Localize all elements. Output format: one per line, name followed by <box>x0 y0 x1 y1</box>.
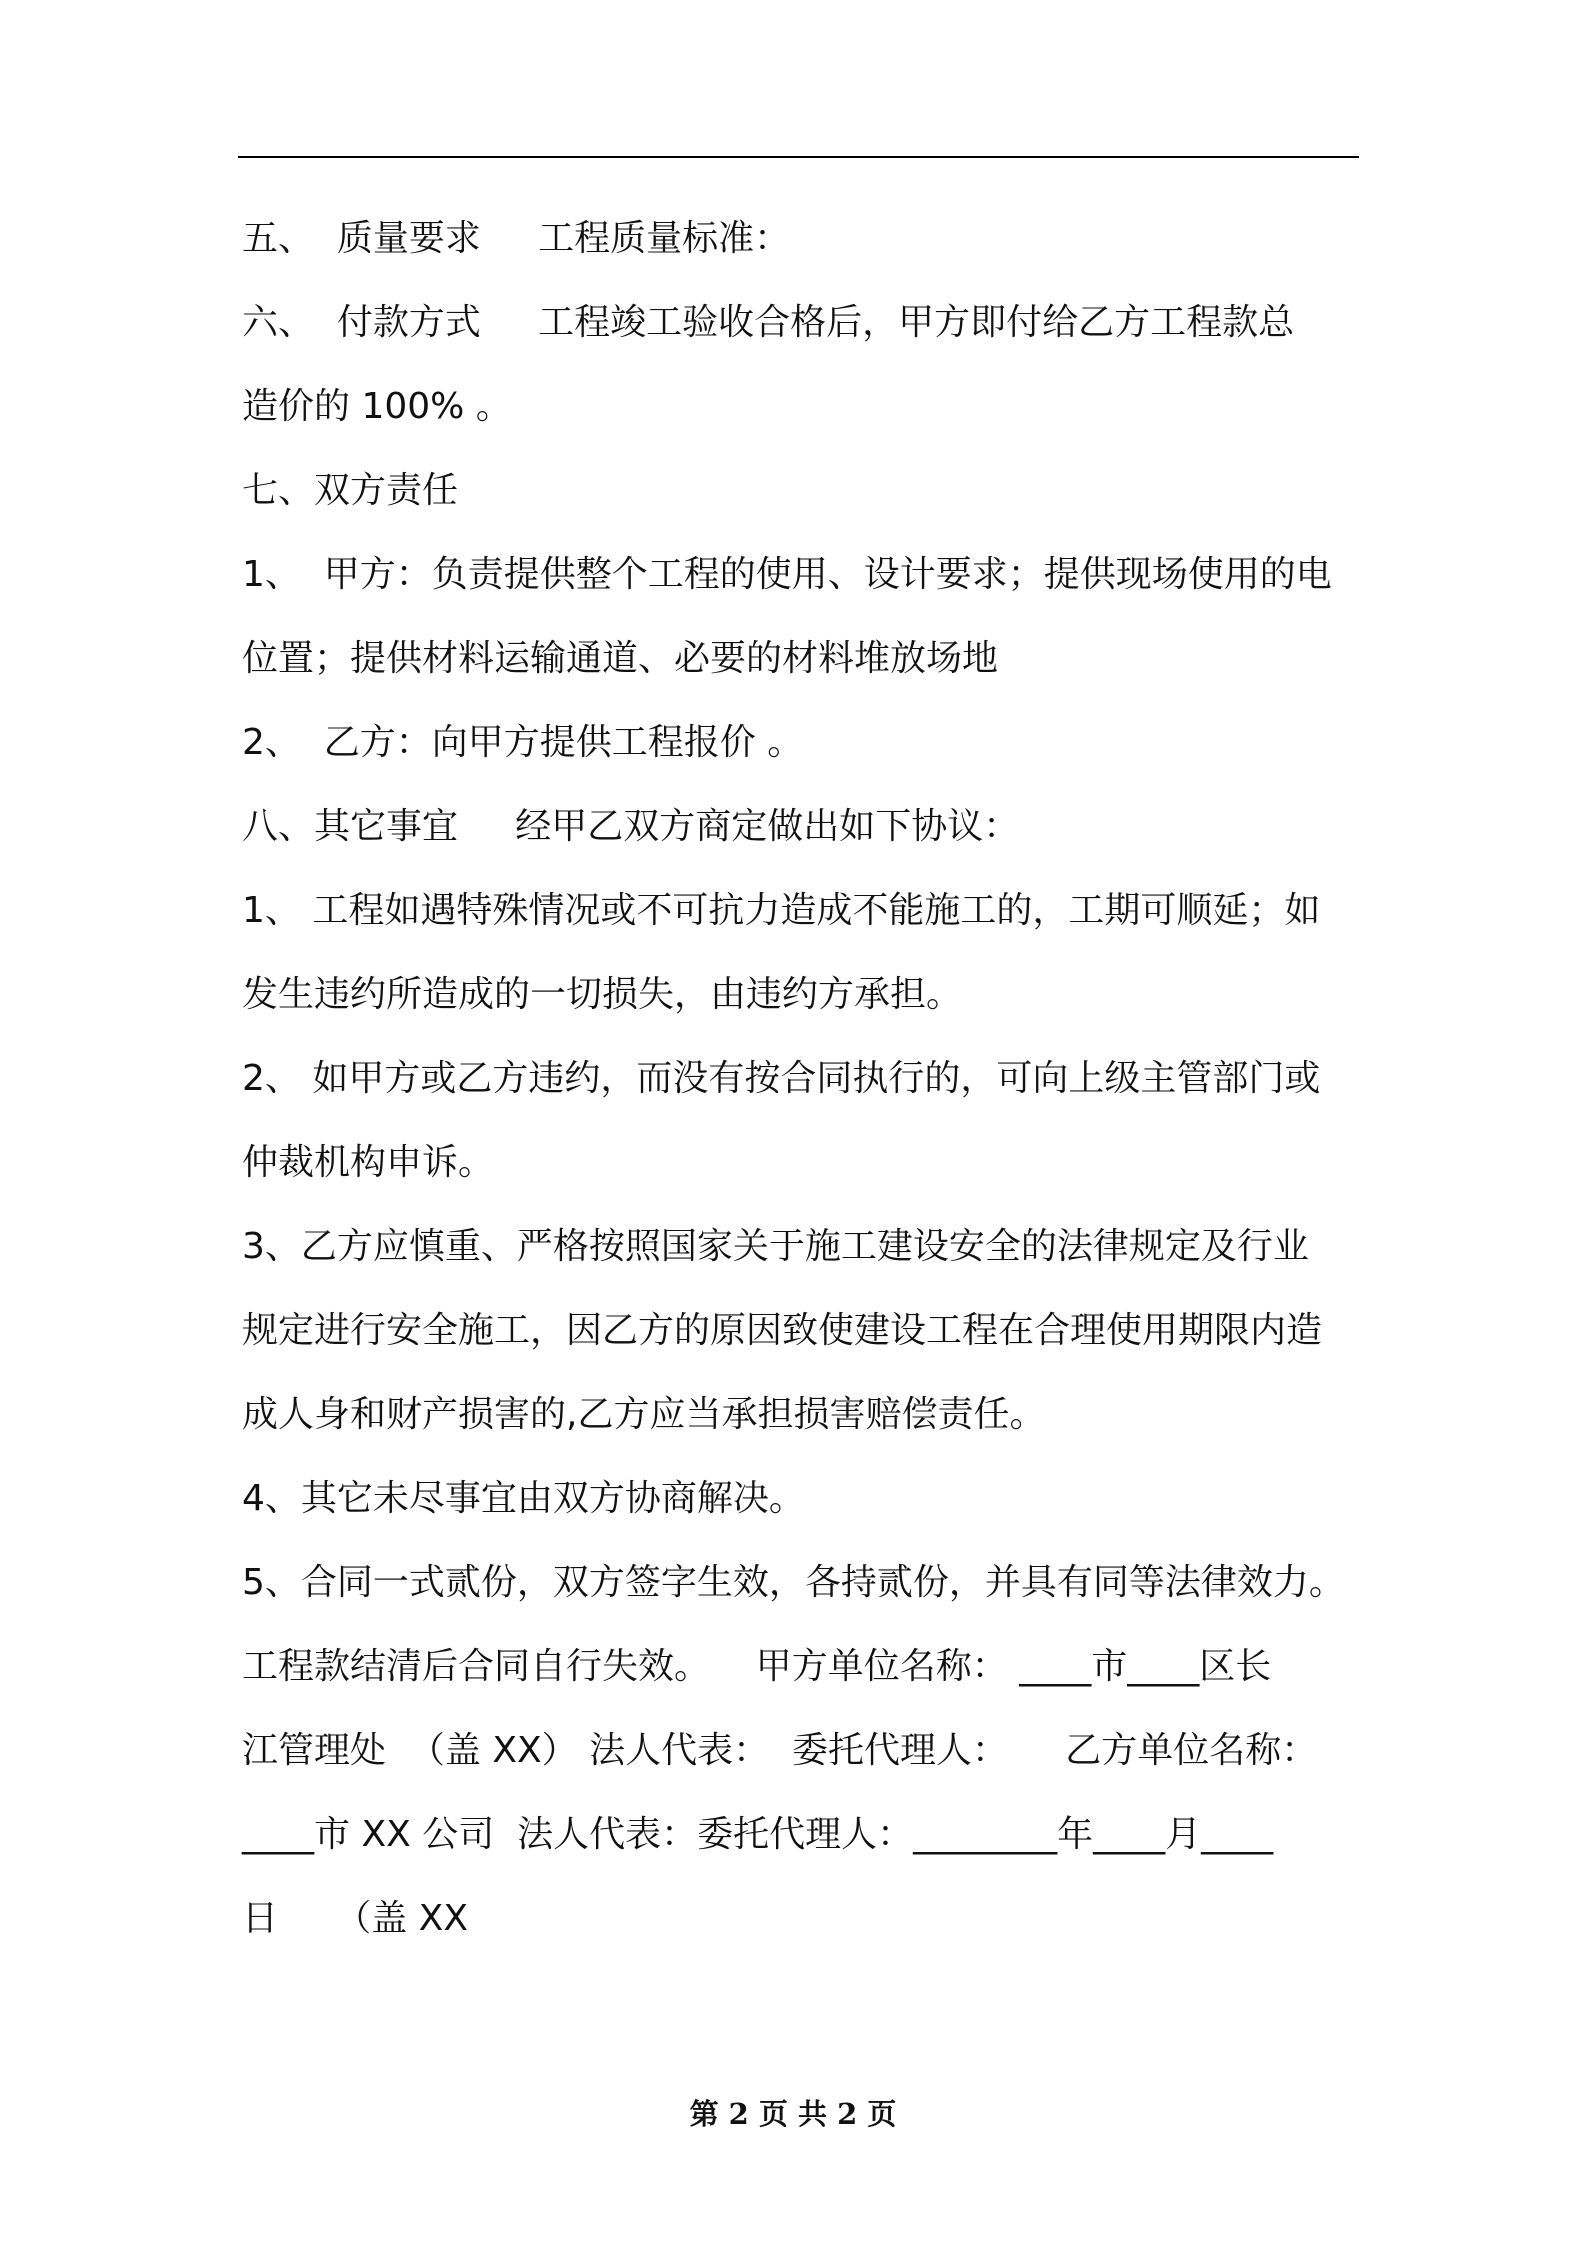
section-7-item-2: 2、 乙方：向甲方提供工程报价 。 <box>242 722 804 763</box>
section-8-item-3-cont-1: 规定进行安全施工，因乙方的原因致使建设工程在合理使用期限内造 <box>242 1310 1323 1351</box>
section-8-item-3-cont-2: 成人身和财产损害的,乙方应当承担损害赔偿责任。 <box>242 1394 1046 1435</box>
section-8-item-2-cont: 仲裁机构申诉。 <box>242 1142 495 1183</box>
signature-line-2: 江管理处 （盖 XX） 法人代表： 委托代理人： 乙方单位名称： <box>242 1730 1318 1771</box>
section-7-item-1: 1、 甲方：负责提供整个工程的使用、设计要求；提供现场使用的电 <box>242 554 1332 595</box>
section-8-item-2: 2、 如甲方或乙方违约，而没有按合同执行的，可向上级主管部门或 <box>242 1058 1321 1099</box>
section-8-item-5: 5、合同一式贰份，双方签字生效，各持贰份，并具有同等法律效力。 <box>242 1562 1345 1603</box>
section-8-item-1: 1、 工程如遇特殊情况或不可抗力造成不能施工的，工期可顺延；如 <box>242 890 1321 931</box>
section-7-heading: 七、双方责任 <box>242 470 459 511</box>
section-8-item-1-cont: 发生违约所造成的一切损失，由违约方承担。 <box>242 974 963 1015</box>
section-5-quality: 五、 质量要求 工程质量标准： <box>242 218 791 259</box>
header-rule <box>238 156 1359 158</box>
section-8-item-3: 3、乙方应慎重、严格按照国家关于施工建设安全的法律规定及行业 <box>242 1226 1309 1267</box>
section-8-heading: 八、其它事宜 经甲乙双方商定做出如下协议： <box>242 806 1020 847</box>
section-6-payment: 六、 付款方式 工程竣工验收合格后，甲方即付给乙方工程款总 <box>242 302 1295 343</box>
signature-line-1: 工程款结清后合同自行失效。 甲方单位名称： ____市____区长 <box>242 1646 1272 1687</box>
signature-line-3: ____市 XX 公司 法人代表：委托代理人：________年____月____ <box>242 1814 1274 1855</box>
document-body <box>242 197 1364 1961</box>
section-6-payment-cont: 造价的 100% 。 <box>242 386 512 427</box>
page-number-footer: 第 2 页 共 2 页 <box>689 2097 897 2131</box>
section-7-item-1-cont: 位置；提供材料运输通道、必要的材料堆放场地 <box>242 638 999 679</box>
section-8-item-4: 4、其它未尽事宜由双方协商解决。 <box>242 1478 805 1519</box>
signature-line-4: 日 （盖 XX <box>242 1898 468 1939</box>
